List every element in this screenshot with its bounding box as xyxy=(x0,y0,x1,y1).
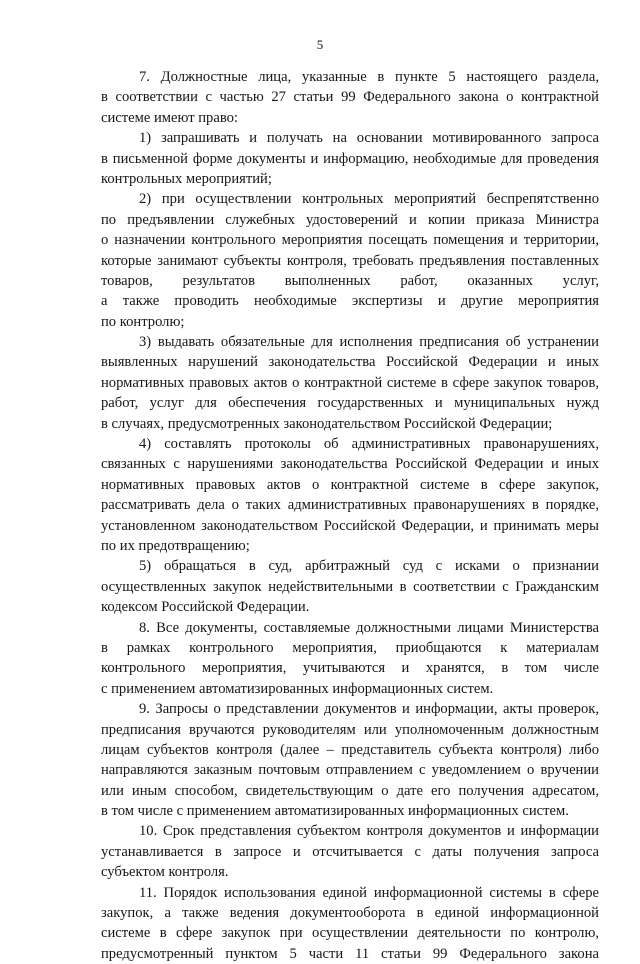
document-body xyxy=(0,67,640,964)
paragraph-line: 2) при осуществлении контрольных мероприятий беспрепятственно xyxy=(139,191,599,208)
paragraph-line: которые занимают субъекты контроля, требовать предъявления поставленных xyxy=(101,252,599,269)
paragraph xyxy=(0,128,640,189)
paragraph-line: установленном законодательством Российской Федерации, и принимать меры xyxy=(101,517,599,534)
page-number: 5 xyxy=(316,37,324,52)
paragraph xyxy=(0,883,640,964)
paragraph-line: 8. Все документы, составляемые должностными лицами Министерства xyxy=(139,619,599,636)
paragraph-line: в соответствии с частью 27 статьи 99 Федерального закона о контрактной xyxy=(101,89,599,106)
paragraph-line: по контролю; xyxy=(101,313,185,330)
paragraph-line: 9. Запросы о представлении документов и информации, акты проверок, xyxy=(139,701,599,718)
paragraph-line: или иным способом, свидетельствующим о дате его получения адресатом, xyxy=(101,782,599,799)
paragraph-line: лицам субъектов контроля (далее – представитель субъекта контроля) либо xyxy=(101,741,599,758)
paragraph-line: 4) составлять протоколы об административных правонарушениях, xyxy=(139,436,599,453)
paragraph-line: направляются заказным почтовым отправлением с уведомлением о вручении xyxy=(101,762,599,779)
paragraph xyxy=(0,618,640,700)
paragraph-line: предписания вручаются руководителям или уполномоченным должностным xyxy=(101,721,599,738)
paragraph-line: 3) выдавать обязательные для исполнения предписания об устранении xyxy=(139,334,599,351)
paragraph-line: по предъявлении служебных удостоверений и копии приказа Министра xyxy=(101,211,599,228)
paragraph-line: системе имеют право: xyxy=(101,109,238,126)
paragraph-line: рассматривать дела о таких административных правонарушениях в порядке, xyxy=(101,497,599,514)
paragraph-line: связанных с нарушениями законодательства Российской Федерации и иных xyxy=(101,456,599,473)
paragraph-line: 5) обращаться в суд, арбитражный суд с исками о признании xyxy=(139,558,599,575)
paragraph-line: в рамках контрольного мероприятия, приобщаются к материалам xyxy=(101,639,599,656)
paragraph-line: в том числе с применением автоматизированных информационных систем. xyxy=(101,803,569,820)
paragraph-line: субъектом контроля. xyxy=(101,864,229,881)
paragraph-line: 7. Должностные лица, указанные в пункте 5 настоящего раздела, xyxy=(139,69,599,85)
paragraph-line: в письменной форме документы и информацию, необходимые для проведения xyxy=(101,150,599,167)
paragraph xyxy=(0,189,640,332)
paragraph-line: осуществленных закупок недействительными в соответствии с Гражданским xyxy=(101,578,599,595)
paragraph-line: работ, услуг для обеспечения государственных и муниципальных нужд xyxy=(101,395,599,412)
paragraph-line: товаров, результатов выполненных работ, оказанных услуг, xyxy=(101,272,599,289)
paragraph-line: 10. Срок представления субъектом контроля документов и информации xyxy=(139,823,599,840)
paragraph-line: 1) запрашивать и получать на основании мотивированного запроса xyxy=(139,130,599,147)
paragraph-line: о назначении контрольного мероприятия посещать помещения и территории, xyxy=(101,232,599,249)
paragraph xyxy=(0,434,640,556)
paragraph xyxy=(0,699,640,821)
paragraph-line: с применением автоматизированных информационных систем. xyxy=(101,680,494,697)
paragraph-line: кодексом Российской Федерации. xyxy=(101,599,310,616)
paragraph-line: выявленных нарушений законодательства Российской Федерации и иных xyxy=(101,354,599,371)
paragraph-line: в случаях, предусмотренных законодательством Российской Федерации; xyxy=(101,415,553,432)
paragraph xyxy=(0,821,640,882)
paragraph-line: контрольных мероприятий; xyxy=(101,170,272,187)
paragraph-line: а также проводить необходимые экспертизы и другие мероприятия xyxy=(101,293,599,310)
paragraph-line: нормативных правовых актов о контрактной системе в сфере закупок товаров, xyxy=(101,374,599,391)
paragraph-line: предусмотренный пунктом 5 части 11 статьи 99 Федерального закона xyxy=(101,945,599,962)
paragraph-line: системе в сфере закупок при осуществлении деятельности по контролю, xyxy=(101,925,599,942)
paragraph-line: нормативных правовых актов о контрактной системе в сфере закупок, xyxy=(101,476,599,493)
paragraph xyxy=(0,556,640,617)
paragraph xyxy=(0,332,640,434)
paragraph-line: устанавливается в запросе и отсчитывается с даты получения запроса xyxy=(101,843,599,860)
paragraph-line: 11. Порядок использования единой информационной системы в сфере xyxy=(139,884,599,901)
paragraph-line: контрольного мероприятия, учитываются и хранятся, в том числе xyxy=(101,660,599,677)
paragraph xyxy=(0,67,640,128)
paragraph-line: по их предотвращению; xyxy=(101,537,250,554)
paragraph-line: закупок, а также ведения документооборота в единой информационной xyxy=(101,905,599,922)
